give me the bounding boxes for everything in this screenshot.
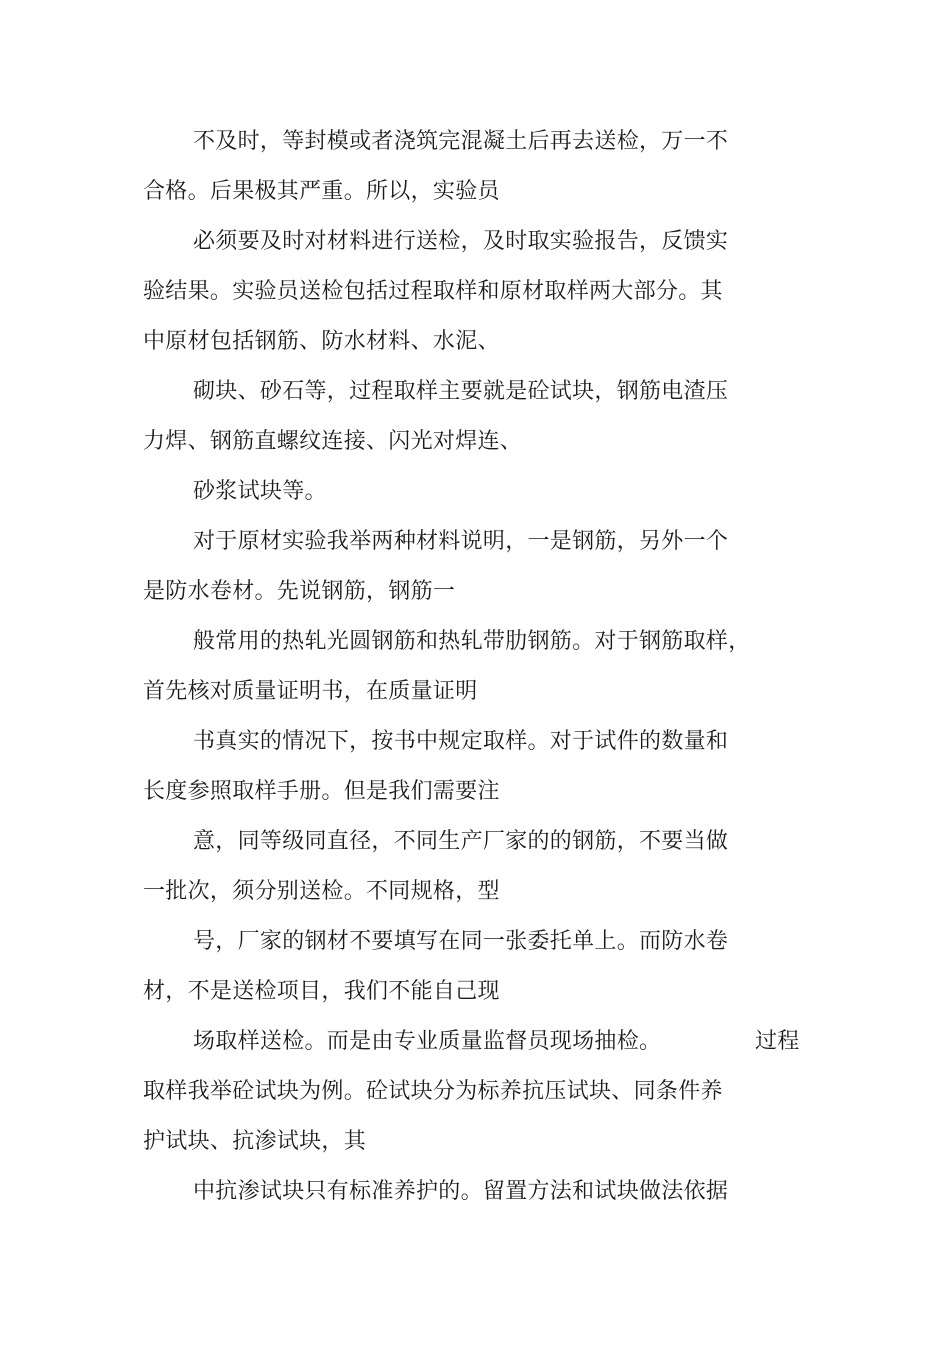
text-line: 取样我举砼试块为例。砼试块分为标养抗压试块、同条件养	[143, 1079, 723, 1104]
text-line: 书真实的情况下，按书中规定取样。对于试件的数量和	[193, 729, 729, 754]
text-line: 般常用的热轧光圆钢筋和热轧带肋钢筋。对于钢筋取样，	[193, 629, 751, 654]
text-line: 验结果。实验员送检包括过程取样和原材取样两大部分。其	[143, 279, 723, 304]
text-line: 力焊、钢筋直螺纹连接、闪光对焊连、	[143, 429, 523, 454]
text-line: 砂浆试块等。	[193, 479, 327, 504]
text-line: 号，厂家的钢材不要填写在同一张委托单上。而防水卷	[193, 929, 729, 954]
text-line: 场取样送检。而是由专业质量监督员现场抽检。	[193, 1029, 662, 1054]
text-line: 砌块、砂石等，过程取样主要就是砼试块，钢筋电渣压	[193, 379, 729, 404]
text-line: 意，同等级同直径，不同生产厂家的的钢筋，不要当做	[193, 829, 729, 854]
text-line: 不及时，等封模或者浇筑完混凝土后再去送检，万一不	[193, 129, 729, 154]
text-line: 中抗渗试块只有标准养护的。留置方法和试块做法依据	[193, 1179, 729, 1204]
text-line: 过程	[755, 1029, 800, 1054]
text-line: 对于原材实验我举两种材料说明，一是钢筋，另外一个	[193, 529, 729, 554]
text-line: 合格。后果极其严重。所以，实验员	[143, 179, 500, 204]
text-line: 材，不是送检项目，我们不能自己现	[143, 979, 500, 1004]
text-line: 长度参照取样手册。但是我们需要注	[143, 779, 500, 804]
text-line: 是防水卷材。先说钢筋，钢筋一	[143, 579, 456, 604]
text-line: 中原材包括钢筋、防水材料、水泥、	[143, 329, 500, 354]
text-line: 护试块、抗渗试块，其	[143, 1129, 367, 1154]
text-line: 必须要及时对材料进行送检，及时取实验报告，反馈实	[193, 229, 729, 254]
text-line: 一批次，须分别送检。不同规格，型	[143, 879, 500, 904]
text-line: 首先核对质量证明书，在质量证明	[143, 679, 478, 704]
